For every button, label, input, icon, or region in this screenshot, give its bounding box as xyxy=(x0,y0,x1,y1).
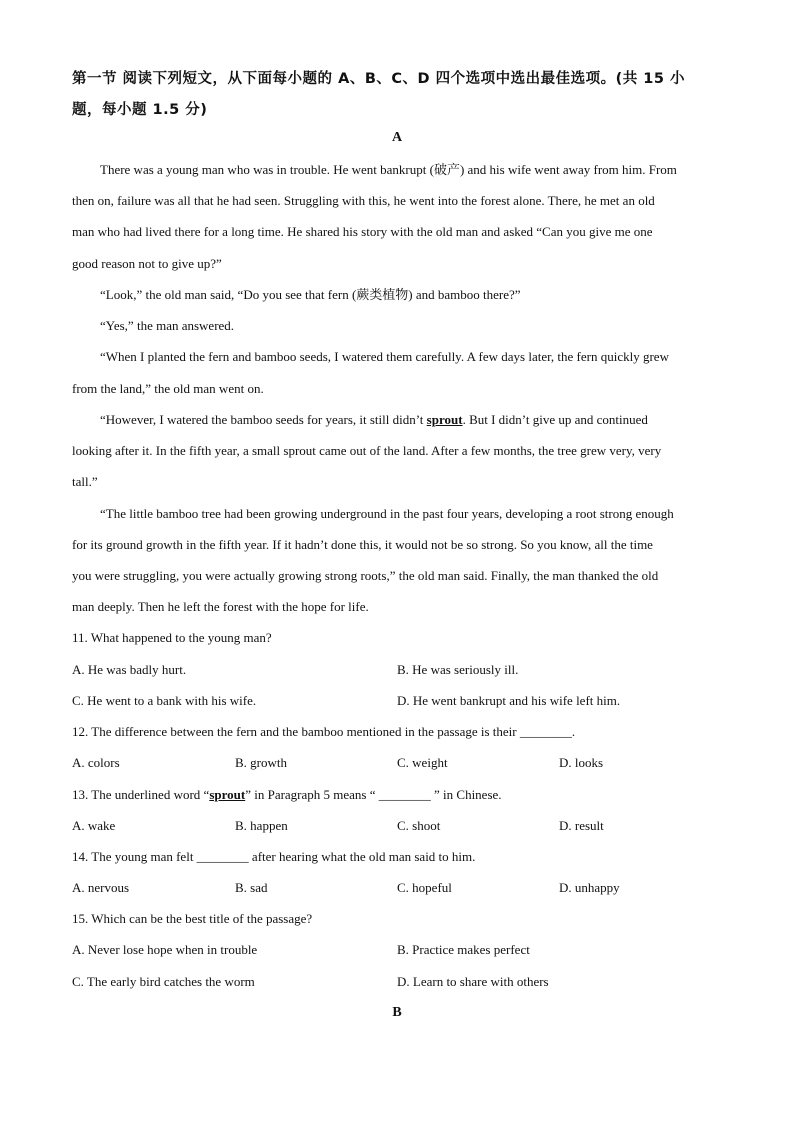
question-11-stem: 11. What happened to the young man? xyxy=(72,630,272,645)
question-12-stem: 12. The difference between the fern and the bamboo mentioned in the passage is their ________. xyxy=(72,724,576,739)
passage-line: good reason not to give up?” xyxy=(72,256,222,271)
passage-text: “However, I watered the bamboo seeds for years, it still didn’t xyxy=(100,412,427,427)
question-11-option-d[interactable]: D. He went bankrupt and his wife left him. xyxy=(397,693,621,708)
passage-line: you were struggling, you were actually growing strong roots,” the old man said. Finally, the man thanked the old xyxy=(72,568,659,583)
question-text: 13. The underlined word “ xyxy=(72,787,210,802)
passage-text: . But I didn’t give up and continued xyxy=(462,412,648,427)
passage-line: “Yes,” the man answered. xyxy=(100,318,235,333)
passage-line: tall.” xyxy=(72,474,98,489)
passage-line: “Look,” the old man said, “Do you see that fern (蕨类植物) and bamboo there?” xyxy=(100,287,521,302)
passage-line: man deeply. Then he left the forest with the hope for life. xyxy=(72,599,369,614)
passage-line: “When I planted the fern and bamboo seeds, I watered them carefully. A few days later, the fern quickly grew xyxy=(100,349,669,364)
passage-line: from the land,” the old man went on. xyxy=(72,381,264,396)
question-14-option-d[interactable]: D. unhappy xyxy=(559,880,620,895)
passage-line: then on, failure was all that he had seen. Struggling with this, he went into the forest alone. There, he met an old xyxy=(72,193,655,208)
question-15-option-c[interactable]: C. The early bird catches the worm xyxy=(72,974,255,989)
question-14-option-b[interactable]: B. sad xyxy=(235,880,268,895)
question-13-option-b[interactable]: B. happen xyxy=(235,818,288,833)
question-12-option-c[interactable]: C. weight xyxy=(397,755,448,770)
underlined-word-sprout: sprout xyxy=(426,412,463,427)
question-15-option-d[interactable]: D. Learn to share with others xyxy=(397,974,549,989)
question-14-stem: 14. The young man felt ________ after hearing what the old man said to him. xyxy=(72,849,476,864)
question-14-option-c[interactable]: C. hopeful xyxy=(397,880,452,895)
question-13-stem xyxy=(72,785,502,805)
question-13-option-d[interactable]: D. result xyxy=(559,818,604,833)
instructions-line-1: 第一节 阅读下列短文，从下面每小题的 A、B、C、D 四个选项中选出最佳选项。(共 15 小 xyxy=(72,71,685,87)
question-15-option-a[interactable]: A. Never lose hope when in trouble xyxy=(72,942,258,957)
question-11-option-a[interactable]: A. He was badly hurt. xyxy=(72,662,187,677)
question-12-option-a[interactable]: A. colors xyxy=(72,755,120,770)
passage-line: for its ground growth in the fifth year. If it hadn’t done this, it would not be so strong. So you know, all the time xyxy=(72,537,653,552)
question-14-option-a[interactable]: A. nervous xyxy=(72,880,130,895)
question-13-option-c[interactable]: C. shoot xyxy=(397,818,441,833)
instructions-line-2: 题，每小题 1.5 分) xyxy=(72,102,208,118)
section-instructions xyxy=(72,64,722,126)
question-15-option-b[interactable]: B. Practice makes perfect xyxy=(397,942,530,957)
passage-line: looking after it. In the fifth year, a small sprout came out of the land. After a few months, the tree grew very, very xyxy=(72,443,662,458)
section-b-title: B xyxy=(392,1005,402,1020)
question-15-stem: 15. Which can be the best title of the passage? xyxy=(72,911,313,926)
question-12-option-d[interactable]: D. looks xyxy=(559,755,604,770)
question-11-option-c[interactable]: C. He went to a bank with his wife. xyxy=(72,693,257,708)
question-13-option-a[interactable]: A. wake xyxy=(72,818,116,833)
section-a-title: A xyxy=(391,130,403,145)
passage-line: man who had lived there for a long time. He shared his story with the old man and asked “Can you give me one xyxy=(72,224,653,239)
passage-line xyxy=(100,410,648,430)
question-text: ” in Paragraph 5 means “ ________ ” in Chinese. xyxy=(245,787,502,802)
question-11-option-b[interactable]: B. He was seriously ill. xyxy=(397,662,519,677)
passage-line: There was a young man who was in trouble. He went bankrupt (破产) and his wife went away from him. From xyxy=(100,162,677,177)
underlined-word-sprout: sprout xyxy=(209,787,246,802)
passage-line: “The little bamboo tree had been growing underground in the past four years, developing a root strong enough xyxy=(100,506,674,521)
question-12-option-b[interactable]: B. growth xyxy=(235,755,287,770)
